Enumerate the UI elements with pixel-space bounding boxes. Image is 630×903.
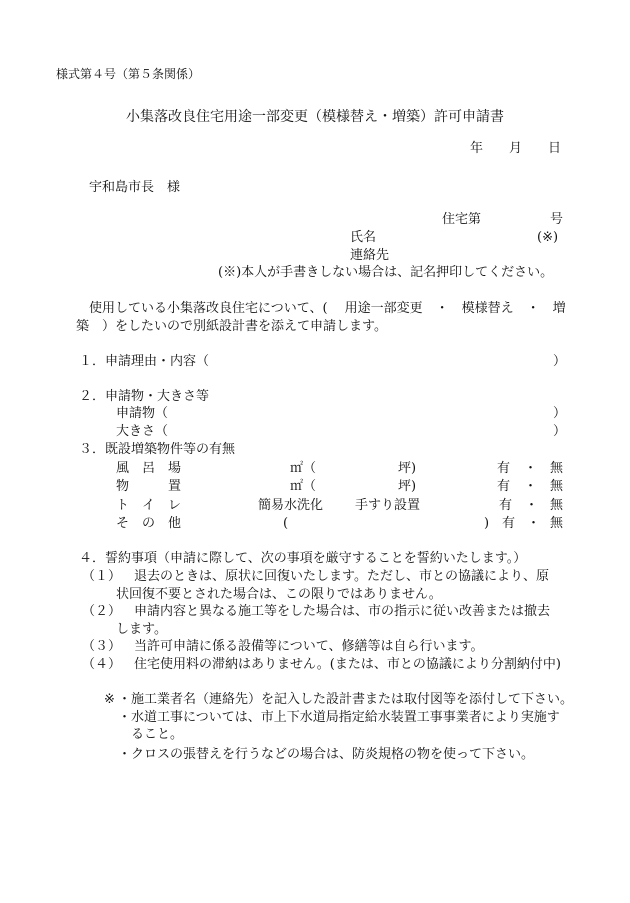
existing-item-close: )	[484, 516, 490, 531]
pledge-line: 住宅使用料の滞納はありません。(または、市との協議により分割納付中)	[134, 657, 561, 672]
section2-object-label: 申請物（	[116, 406, 169, 421]
pledge-line: 当許可申請に係る設備等について、修繕等は自ら行います。	[134, 639, 484, 654]
page-title: 小集落改良住宅用途一部変更（模様替え・増築）許可申請書	[126, 109, 504, 125]
pledge-line: します。	[116, 622, 167, 637]
pledge-line: 状回復不要とされた場合は、この限りではありません。	[116, 587, 442, 602]
date-day-label: 日	[548, 141, 562, 156]
existing-item-dot: ・	[524, 461, 538, 476]
existing-item-yes: 有	[497, 479, 511, 494]
addressee: 宇和島市長 様	[89, 180, 181, 195]
note-line: ・施工業者名（連絡先）を記入した設計書または取付図等を添付して下さい。	[118, 692, 574, 707]
existing-item-area: ㎡（	[290, 479, 317, 494]
section3-label: ３．既設増築物件等の有無	[79, 442, 236, 457]
pledge-line: 申請内容と異なる施工等をした場合は、市の指示に従い改善または撤去	[134, 604, 551, 619]
existing-item-dot: ・	[525, 498, 539, 513]
applicant-name-mark: (※)	[537, 230, 559, 245]
existing-item-no: 無	[550, 479, 564, 494]
existing-item-tsubo: 坪)	[398, 461, 417, 476]
existing-item-name: 風 呂 場	[116, 461, 182, 476]
housing-number-label: 住宅第	[442, 212, 482, 227]
section2-size-close: ）	[553, 424, 567, 439]
note-line: ること。	[118, 727, 184, 742]
toilet-option-flush: 簡易水洗化	[258, 498, 324, 513]
existing-item-name: 物 置	[116, 479, 182, 494]
pledge-number: （４）	[82, 657, 122, 672]
existing-item-name: そ の 他	[116, 516, 182, 531]
applicant-name-label: 氏名	[350, 230, 377, 245]
section1-label: １．申請理由・内容（	[79, 354, 210, 369]
pledge-number: （３）	[82, 639, 122, 654]
section1-close: ）	[553, 354, 567, 369]
existing-item-yes: 有	[502, 516, 516, 531]
pledge-line: 退去のときは、原状に回復いたします。ただし、市との協議により、原	[134, 569, 549, 584]
existing-item-tsubo: 坪)	[398, 479, 417, 494]
existing-item-open: (	[283, 516, 289, 531]
intro-line-2: 築 ）をしたいので別紙設計書を添えて申請します。	[76, 319, 387, 334]
section2-object-close: ）	[553, 406, 567, 421]
pledge-number: （２）	[82, 604, 122, 619]
note-mark: ※	[104, 692, 115, 707]
section2-label: ２．申請物・大きさ等	[79, 389, 210, 404]
note-line: ・クロスの張替えを行うなどの場合は、防炎規格の物を使って下さい。	[118, 747, 535, 762]
housing-number-suffix: 号	[550, 212, 564, 227]
applicant-contact-label: 連絡先	[350, 248, 390, 263]
existing-item-no: 無	[550, 498, 564, 513]
date-year-label: 年	[470, 141, 484, 156]
handwriting-note: (※)本人が手書きしない場合は、記名押印してください。	[218, 265, 554, 280]
existing-item-area: ㎡（	[290, 461, 317, 476]
existing-item-dot: ・	[527, 516, 541, 531]
existing-item-yes: 有	[499, 498, 513, 513]
toilet-option-handrail: 手すり設置	[355, 498, 421, 513]
form-number: 様式第４号（第５条関係）	[56, 67, 201, 81]
existing-item-name: ト イ レ	[116, 498, 182, 513]
existing-item-dot: ・	[524, 479, 538, 494]
existing-item-no: 無	[550, 516, 564, 531]
note-line: ・水道工事については、市上下水道局指定給水装置工事事業者により実施す	[118, 710, 560, 725]
intro-line-1: 使用している小集落改良住宅について、( 用途一部変更 ・ 模様替え ・ 増	[89, 301, 566, 316]
section4-label: ４．誓約事項（申請に際して、次の事項を厳守することを誓約いたします。）	[79, 551, 527, 566]
date-month-label: 月	[509, 141, 523, 156]
existing-item-no: 無	[550, 461, 564, 476]
existing-item-yes: 有	[497, 461, 511, 476]
section2-size-label: 大きさ（	[116, 424, 169, 439]
pledge-number: （１）	[82, 569, 122, 584]
